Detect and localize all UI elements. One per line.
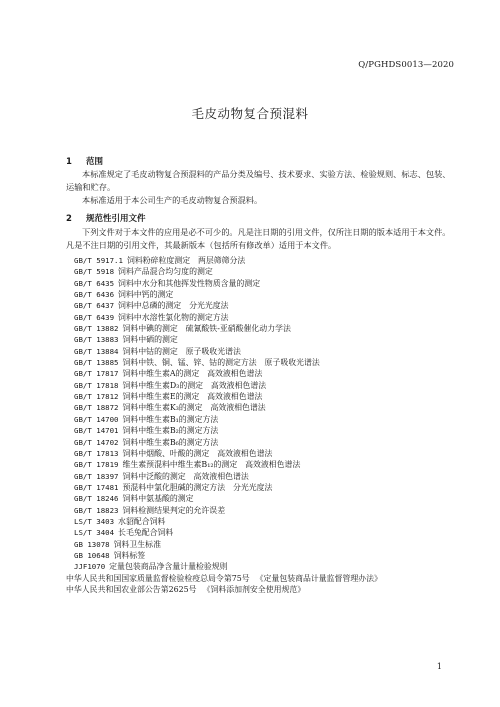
section-title: 规范性引用文件 bbox=[86, 214, 146, 224]
reference-item bbox=[74, 505, 382, 516]
reference-title: 饲料中维生素B₁的测定方法 bbox=[122, 414, 219, 424]
reference-title: 饲料中水分和其他挥发性物质含量的测定 bbox=[118, 278, 261, 288]
reference-item bbox=[74, 459, 382, 470]
reference-item bbox=[74, 380, 382, 391]
reference-title: 饲料中维生素D₃的测定 高效液相色谱法 bbox=[122, 380, 267, 390]
reference-item bbox=[74, 278, 382, 289]
reference-title: 饲料卫生标准 bbox=[113, 539, 161, 549]
reference-code: GB/T 5917.1 bbox=[74, 256, 123, 265]
reference-title: 饲料中钙的测定 bbox=[118, 290, 174, 300]
reference-code: 中华人民共和国国家质量监督检验检疫总局令第75号 bbox=[66, 573, 250, 583]
reference-code: GB/T 17818 bbox=[74, 380, 119, 390]
reference-title: 饲料中碘的测定 硫氰酸铁-亚硝酸催化动力学法 bbox=[122, 324, 291, 334]
reference-code: GB/T 17817 bbox=[74, 369, 119, 379]
reference-code: GB/T 6436 bbox=[74, 290, 115, 300]
scope-paragraph-2: 本标准适用于本公司生产的毛皮动物复合预混料。 bbox=[82, 195, 263, 205]
reference-title: 饲料中铁、铜、锰、锌、钴的测定方法 原子吸收光谱法 bbox=[122, 358, 320, 368]
references-intro-paragraph: 下列文件对于本文件的应用是必不可少的。凡是注日期的引用文件，仅所注日期的版本适用于本文件。凡是不注日期的引用文件，其最新版本（包括所有修改单）适用于本文件。 bbox=[66, 227, 451, 250]
reference-list bbox=[66, 255, 382, 595]
reference-code: GB 13078 bbox=[74, 539, 110, 549]
reference-title: 饲料中总磷的测定 分光光度法 bbox=[118, 301, 229, 311]
reference-title: 饲料中水溶性氯化物的测定方法 bbox=[118, 312, 229, 322]
reference-code: GB/T 18246 bbox=[74, 494, 119, 504]
reference-title: 饲料中氨基酸的测定 bbox=[122, 494, 194, 504]
reference-item bbox=[74, 471, 382, 482]
reference-title: 饲料中维生素B₆的测定方法 bbox=[122, 437, 219, 447]
reference-title: 饲料中钴的测定 原子吸收光谱法 bbox=[122, 346, 241, 356]
reference-title: 饲料中维生素E的测定 高效液相色谱法 bbox=[122, 392, 263, 402]
reference-code: LS/T 3403 bbox=[74, 516, 115, 526]
reference-item bbox=[74, 334, 382, 345]
reference-item bbox=[74, 516, 382, 527]
reference-code: GB/T 17813 bbox=[74, 448, 119, 458]
reference-code: GB/T 18397 bbox=[74, 471, 119, 481]
reference-code: GB/T 6439 bbox=[74, 312, 115, 322]
reference-item bbox=[74, 482, 382, 493]
reference-item bbox=[74, 437, 382, 448]
reference-code: GB/T 13885 bbox=[74, 358, 119, 368]
reference-title: 饲料粉碎粒度测定 两层筛筛分法 bbox=[126, 256, 246, 265]
reference-code: GB/T 14700 bbox=[74, 414, 119, 424]
section-number: 1 bbox=[66, 157, 72, 167]
reference-title: 《定量包装商品计量监督管理办法》 bbox=[255, 573, 382, 583]
reference-title: 饲料中维生素B₂的测定方法 bbox=[122, 426, 219, 436]
reference-item bbox=[74, 391, 382, 402]
reference-item bbox=[74, 539, 382, 550]
section-title: 范围 bbox=[86, 157, 104, 167]
reference-code: LS/T 3404 bbox=[74, 528, 115, 538]
reference-title: 饲料中硒的测定 bbox=[122, 335, 178, 345]
reference-item bbox=[74, 527, 382, 538]
reference-code: GB/T 5918 bbox=[74, 267, 115, 277]
reference-code: GB/T 14701 bbox=[74, 426, 119, 436]
reference-code: GB/T 17819 bbox=[74, 460, 119, 470]
reference-code: GB/T 13884 bbox=[74, 346, 119, 356]
reference-item bbox=[74, 425, 382, 436]
section-heading-scope bbox=[66, 155, 103, 167]
reference-item bbox=[74, 561, 382, 572]
reference-code: JJF1070 bbox=[74, 562, 106, 572]
reference-title: 长毛兔配合饲料 bbox=[118, 528, 174, 538]
reference-code: GB/T 17812 bbox=[74, 392, 119, 402]
reference-item bbox=[74, 346, 382, 357]
reference-item bbox=[74, 402, 382, 413]
reference-title: 预混料中氯化胆碱的测定方法 分光光度法 bbox=[122, 482, 273, 492]
reference-item bbox=[74, 550, 382, 561]
reference-code: GB/T 6435 bbox=[74, 278, 115, 288]
reference-title: 定量包装商品净含量计量检验规则 bbox=[109, 562, 228, 572]
reference-title: 维生素预混料中维生素B₁₂的测定 高效液相色谱法 bbox=[122, 460, 301, 470]
reference-code: GB/T 14702 bbox=[74, 437, 119, 447]
reference-item bbox=[74, 368, 382, 379]
reference-item bbox=[74, 357, 382, 368]
reference-code: GB 10648 bbox=[74, 550, 110, 560]
reference-code: 中华人民共和国农业部公告第2625号 bbox=[66, 584, 197, 594]
reference-title: 饲料产品混合均匀度的测定 bbox=[118, 267, 213, 277]
section-number: 2 bbox=[66, 214, 72, 224]
reference-item bbox=[74, 266, 382, 277]
reference-code: GB/T 6437 bbox=[74, 301, 115, 311]
reference-item bbox=[74, 493, 382, 504]
reference-code: GB/T 17481 bbox=[74, 482, 119, 492]
reference-item bbox=[74, 323, 382, 334]
reference-title: 饲料中烟酸、叶酸的测定 高效液相色谱法 bbox=[122, 448, 273, 458]
reference-title: 饲料标签 bbox=[113, 550, 146, 560]
reference-code: GB/T 18872 bbox=[74, 403, 119, 413]
reference-item bbox=[66, 573, 382, 584]
reference-item bbox=[74, 312, 382, 323]
reference-code: GB/T 13883 bbox=[74, 335, 119, 345]
reference-title: 饲料检测结果判定的允许误差 bbox=[122, 505, 226, 515]
document-code: Q/PGHDS0013—2020 bbox=[358, 60, 454, 70]
section-heading-normative-references bbox=[66, 212, 146, 224]
reference-title: 《饲料添加剂安全使用规范》 bbox=[202, 584, 306, 594]
reference-item bbox=[74, 300, 382, 311]
reference-item bbox=[74, 448, 382, 459]
scope-paragraph-1: 本标准规定了毛皮动物复合预混料的产品分类及编号、技术要求、实验方法、检验规则、标志、包装、运输和贮存。 bbox=[66, 169, 451, 192]
reference-item bbox=[74, 255, 382, 266]
reference-title: 饲料中维生素K₃的测定 高效液相色谱法 bbox=[122, 403, 266, 413]
reference-title: 饲料中维生素A的测定 高效液相色谱法 bbox=[122, 369, 263, 379]
page-number: 1 bbox=[436, 662, 442, 671]
reference-item bbox=[66, 584, 382, 595]
reference-item bbox=[74, 289, 382, 300]
document-title: 毛皮动物复合预混料 bbox=[191, 106, 309, 121]
reference-item bbox=[74, 414, 382, 425]
reference-title: 水貂配合饲料 bbox=[118, 516, 166, 526]
reference-code: GB/T 13882 bbox=[74, 324, 119, 334]
reference-code: GB/T 18823 bbox=[74, 505, 119, 515]
reference-title: 饲料中泛酸的测定 高效液相色谱法 bbox=[122, 471, 249, 481]
